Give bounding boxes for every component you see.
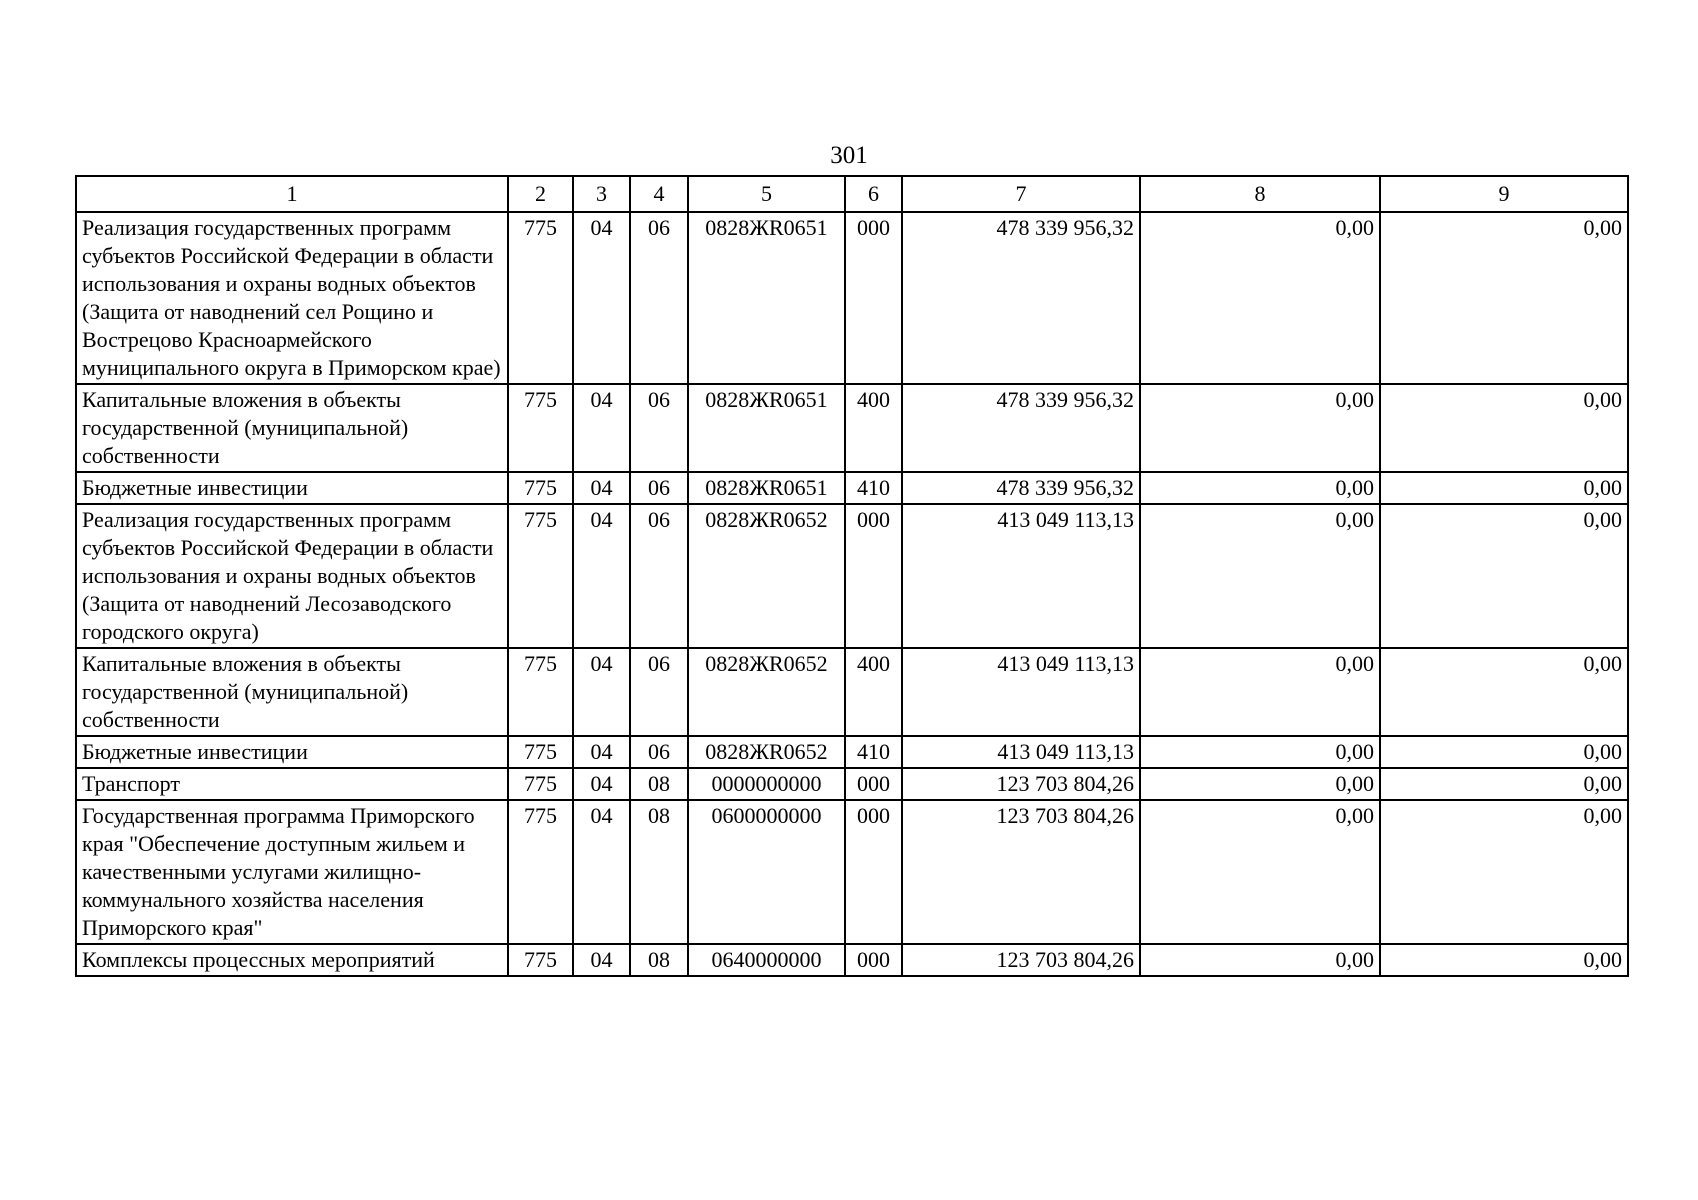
expense-type-code: 410 [845,736,902,768]
amount-col-7: 478 339 956,32 [902,212,1140,384]
row-name: Транспорт [76,768,508,800]
subsection-code: 06 [630,736,688,768]
column-header-7: 7 [902,176,1140,212]
admin-code: 775 [508,504,573,648]
page-number: 301 [830,142,868,169]
amount-col-7: 478 339 956,32 [902,384,1140,472]
amount-col-7: 123 703 804,26 [902,800,1140,944]
row-name: Капитальные вложения в объекты государственной (муниципальной) собственности [76,648,508,736]
expense-type-code: 000 [845,944,902,976]
expense-type-code: 400 [845,384,902,472]
amount-col-9: 0,00 [1380,648,1628,736]
row-name: Комплексы процессных мероприятий [76,944,508,976]
amount-col-7: 123 703 804,26 [902,768,1140,800]
amount-col-7: 413 049 113,13 [902,504,1140,648]
table-row [76,944,1628,976]
admin-code: 775 [508,212,573,384]
table-row [76,472,1628,504]
table-row [76,504,1628,648]
row-name: Бюджетные инвестиции [76,736,508,768]
amount-col-9: 0,00 [1380,212,1628,384]
amount-col-7: 478 339 956,32 [902,472,1140,504]
target-article-code: 0828ЖR0652 [688,504,845,648]
subsection-code: 06 [630,504,688,648]
row-name: Реализация государственных программ субъектов Российской Федерации в области использования и охраны водных объектов (Защита от наводнений Лесозаводского городского округа) [76,504,508,648]
section-code: 04 [573,944,630,976]
amount-col-8: 0,00 [1140,736,1380,768]
target-article-code: 0828ЖR0651 [688,212,845,384]
section-code: 04 [573,212,630,384]
amount-col-8: 0,00 [1140,648,1380,736]
amount-col-8: 0,00 [1140,504,1380,648]
amount-col-9: 0,00 [1380,736,1628,768]
expense-type-code: 000 [845,212,902,384]
budget-table [75,175,1629,977]
expense-type-code: 000 [845,768,902,800]
table-row [76,648,1628,736]
table-row [76,768,1628,800]
row-name: Бюджетные инвестиции [76,472,508,504]
section-code: 04 [573,768,630,800]
subsection-code: 08 [630,768,688,800]
column-header-9: 9 [1380,176,1628,212]
amount-col-9: 0,00 [1380,384,1628,472]
amount-col-9: 0,00 [1380,800,1628,944]
target-article-code: 0828ЖR0652 [688,648,845,736]
expense-type-code: 000 [845,800,902,944]
admin-code: 775 [508,472,573,504]
table-row [76,800,1628,944]
table-row [76,212,1628,384]
column-header-8: 8 [1140,176,1380,212]
amount-col-8: 0,00 [1140,472,1380,504]
amount-col-9: 0,00 [1380,768,1628,800]
target-article-code: 0640000000 [688,944,845,976]
subsection-code: 06 [630,212,688,384]
target-article-code: 0828ЖR0652 [688,736,845,768]
target-article-code: 0828ЖR0651 [688,472,845,504]
admin-code: 775 [508,736,573,768]
amount-col-8: 0,00 [1140,384,1380,472]
section-code: 04 [573,800,630,944]
column-header-6: 6 [845,176,902,212]
expense-type-code: 400 [845,648,902,736]
admin-code: 775 [508,648,573,736]
column-header-4: 4 [630,176,688,212]
subsection-code: 08 [630,800,688,944]
row-name: Капитальные вложения в объекты государственной (муниципальной) собственности [76,384,508,472]
section-code: 04 [573,472,630,504]
column-header-1: 1 [76,176,508,212]
table-row [76,736,1628,768]
admin-code: 775 [508,800,573,944]
admin-code: 775 [508,384,573,472]
table-row [76,384,1628,472]
amount-col-9: 0,00 [1380,944,1628,976]
amount-col-8: 0,00 [1140,944,1380,976]
row-name: Государственная программа Приморского края "Обеспечение доступным жильем и качественными услугами жилищно-коммунального хозяйства населения Приморского края" [76,800,508,944]
admin-code: 775 [508,768,573,800]
amount-col-7: 413 049 113,13 [902,648,1140,736]
amount-col-9: 0,00 [1380,504,1628,648]
column-header-5: 5 [688,176,845,212]
row-name: Реализация государственных программ субъектов Российской Федерации в области использования и охраны водных объектов (Защита от наводнений сел Рощино и Вострецово Красноармейского муниципального округа в Приморском крае) [76,212,508,384]
subsection-code: 06 [630,648,688,736]
admin-code: 775 [508,944,573,976]
section-code: 04 [573,648,630,736]
section-code: 04 [573,504,630,648]
expense-type-code: 000 [845,504,902,648]
target-article-code: 0000000000 [688,768,845,800]
amount-col-8: 0,00 [1140,800,1380,944]
section-code: 04 [573,736,630,768]
column-header-3: 3 [573,176,630,212]
column-header-2: 2 [508,176,573,212]
subsection-code: 08 [630,944,688,976]
expense-type-code: 410 [845,472,902,504]
amount-col-8: 0,00 [1140,212,1380,384]
section-code: 04 [573,384,630,472]
header-row [76,176,1628,212]
amount-col-8: 0,00 [1140,768,1380,800]
target-article-code: 0828ЖR0651 [688,384,845,472]
amount-col-7: 413 049 113,13 [902,736,1140,768]
table-body [76,212,1628,976]
target-article-code: 0600000000 [688,800,845,944]
subsection-code: 06 [630,384,688,472]
amount-col-7: 123 703 804,26 [902,944,1140,976]
subsection-code: 06 [630,472,688,504]
amount-col-9: 0,00 [1380,472,1628,504]
